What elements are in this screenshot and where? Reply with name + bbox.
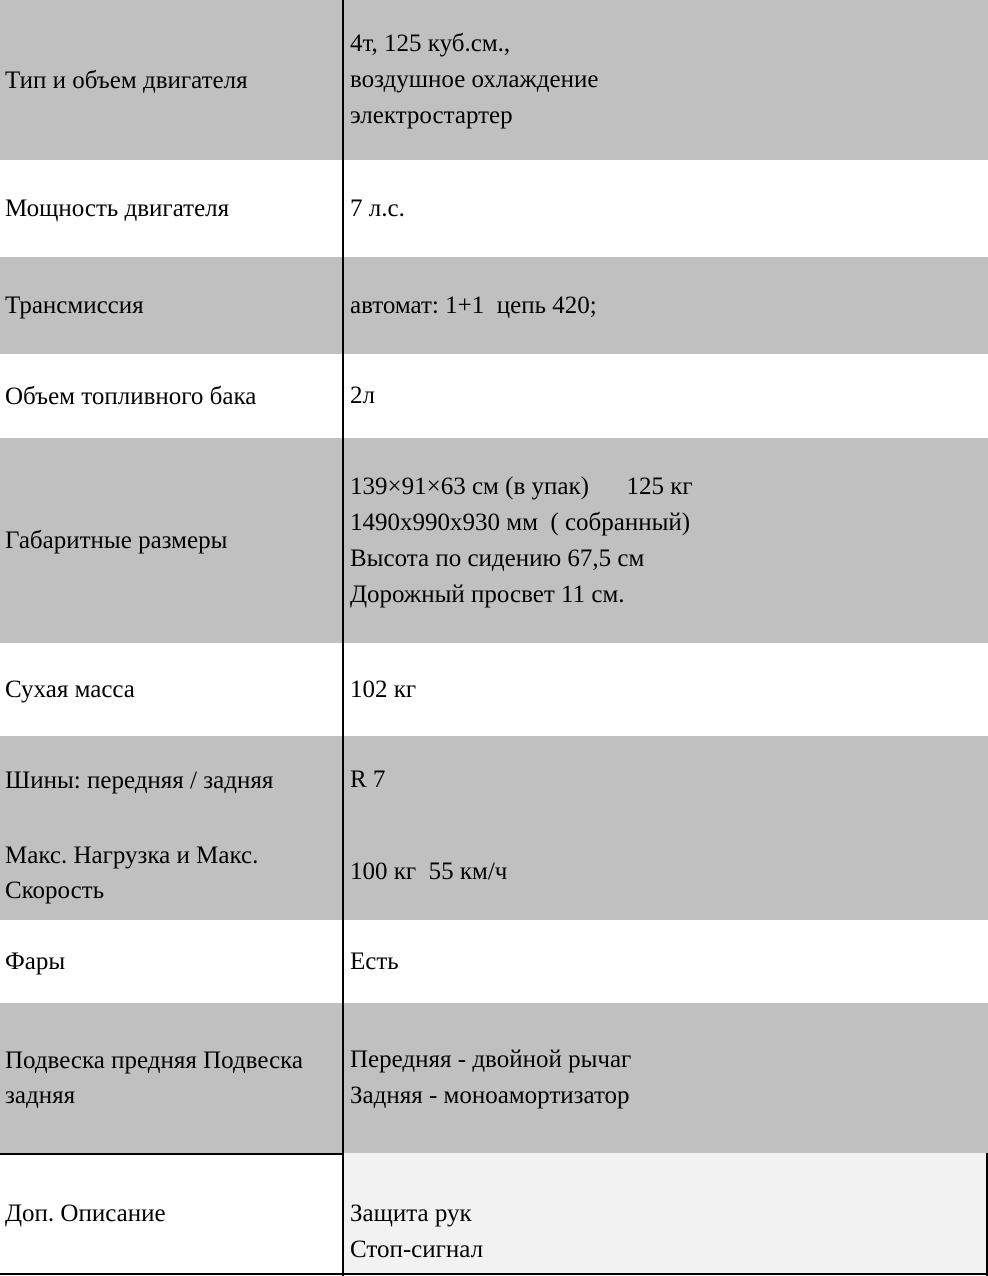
spec-value [344, 0, 988, 160]
value-line: 1490х990х930 мм ( собранный) [350, 508, 691, 536]
label-text: Объем топливного бака [5, 382, 257, 410]
spec-label [0, 736, 344, 824]
spec-row-headlights [0, 920, 988, 1003]
spec-row-transmission [0, 257, 988, 354]
spec-row-engine [0, 0, 988, 160]
value-line: R 7 [350, 766, 386, 793]
spec-label [0, 1153, 344, 1274]
value-line: Задняя - моноамортизатор [350, 1082, 630, 1109]
spec-value [344, 160, 988, 257]
value-line: 7 л.с. [350, 194, 405, 222]
label-text: Мощность двигателя [5, 195, 230, 222]
spec-label [0, 824, 344, 920]
label-text: Тип и объем двигателя [5, 66, 248, 94]
spec-row-suspension [0, 1003, 988, 1153]
table-bottom-border [0, 1273, 988, 1275]
spec-row-tires [0, 736, 988, 824]
label-text: Габаритные размеры [5, 527, 228, 554]
spec-value [344, 438, 988, 643]
value-line: автомат: 1+1 цепь 420; [350, 291, 597, 319]
label-text: Фары [5, 948, 66, 975]
label-text: Подвеска предняя Подвеска задняя [5, 1047, 304, 1109]
spec-label [0, 257, 344, 354]
value-line: Высота по сидению 67,5 см [350, 544, 645, 572]
label-text: Шины: передняя / задняя [5, 766, 274, 794]
spec-row-dimensions [0, 438, 988, 643]
spec-row-load-speed [0, 824, 988, 920]
spec-row-power [0, 160, 988, 257]
spec-label [0, 0, 344, 160]
value-line: Защита рук [350, 1199, 472, 1227]
value-line: Дорожный просвет 11 см. [350, 580, 625, 608]
spec-value [344, 824, 988, 920]
value-line: Передняя - двойной рычаг [350, 1046, 632, 1073]
value-line: 139×91×63 см (в упак) 125 кг [350, 472, 693, 500]
spec-value [344, 736, 988, 824]
value-line: Есть [350, 947, 399, 975]
spec-value [344, 920, 988, 1003]
value-line: электростартер [350, 102, 513, 129]
spec-value [344, 1003, 988, 1153]
value-line: 4т, 125 куб.см., [350, 30, 511, 57]
value-line: 102 кг [350, 675, 417, 703]
value-line: 2л [350, 382, 375, 409]
label-text: Трансмиссия [5, 292, 144, 319]
label-text: Доп. Описание [5, 1200, 166, 1227]
label-text: Макс. Нагрузка и Макс. Скорость [5, 842, 259, 904]
spec-label [0, 354, 344, 438]
spec-row-dry-weight [0, 643, 988, 736]
spec-label [0, 920, 344, 1003]
column-divider [342, 0, 344, 1276]
spec-label [0, 160, 344, 257]
spec-label [0, 1003, 344, 1153]
spec-value [344, 257, 988, 354]
spec-label [0, 438, 344, 643]
spec-value [344, 643, 988, 736]
label-text: Сухая масса [5, 676, 135, 703]
spec-row-extra [0, 1153, 988, 1274]
value-line: воздушное охлаждение [350, 66, 599, 93]
value-line: 100 кг 55 км/ч [350, 858, 508, 885]
spec-row-fuel-tank [0, 354, 988, 438]
spec-value [344, 1153, 988, 1274]
spec-value [344, 354, 988, 438]
spec-label [0, 643, 344, 736]
value-line: Стоп-сигнал [350, 1235, 484, 1263]
row-divider [0, 1153, 344, 1155]
